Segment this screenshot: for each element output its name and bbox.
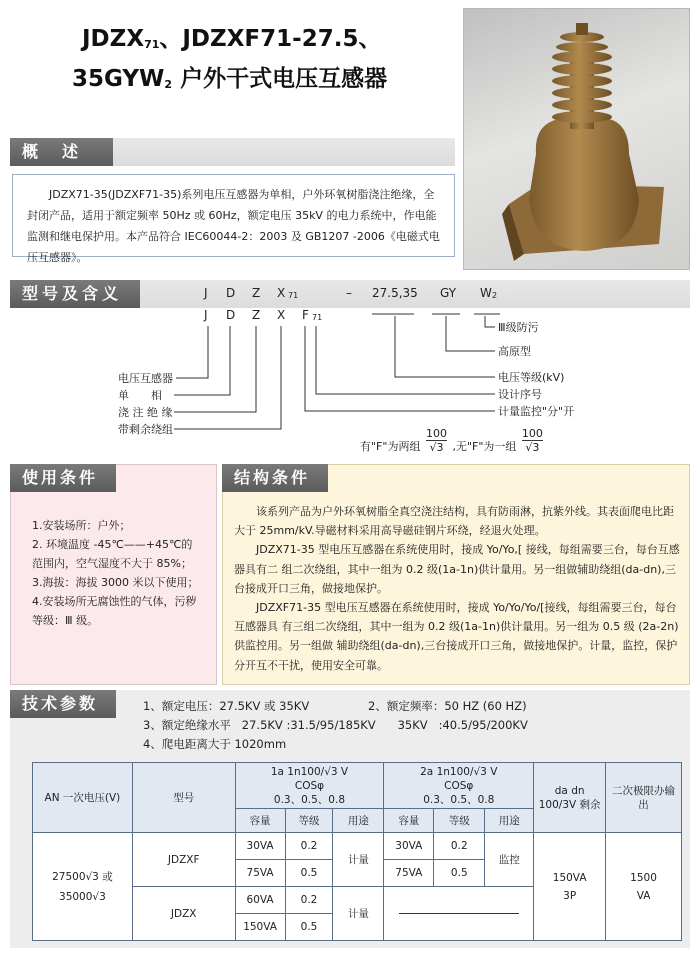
code-z-1: Z bbox=[252, 286, 261, 300]
usage-list bbox=[32, 516, 212, 630]
cell-primary-voltage-a: 27500√3 或 bbox=[52, 870, 113, 883]
param-insulation-level: 3、额定绝缘水平 27.5KV :31.5/95/185KV 35KV :40.5/95/200KV bbox=[143, 718, 528, 732]
structure-text bbox=[234, 502, 684, 675]
th-limit-output: 二次极限办输出 bbox=[606, 763, 682, 833]
th-residual-line-2: 100/3V 剩余 bbox=[538, 798, 601, 811]
param-rated-frequency: 2、额定频率：50 HZ (60 HZ) bbox=[368, 699, 527, 713]
th-grade-2: 等级 bbox=[434, 809, 485, 833]
cell-grade-a2: 0.5 bbox=[285, 860, 333, 887]
label-single-phase: 单 相 bbox=[118, 389, 162, 402]
label-voltage-class: 电压等级(kV) bbox=[498, 371, 565, 384]
code-dash: – bbox=[346, 286, 352, 300]
formula-one-group: ,无"F"为一组 bbox=[452, 440, 517, 453]
label-design-serial: 设计序号 bbox=[498, 388, 542, 401]
code-f-2: F bbox=[302, 308, 309, 322]
th-use-1: 用途 bbox=[333, 809, 384, 833]
empty-dash-line bbox=[399, 913, 519, 914]
cell-grade-b1: 0.2 bbox=[285, 887, 333, 914]
code-x-1: X bbox=[277, 286, 286, 300]
formula-two-groups: 有"F"为两组 bbox=[360, 440, 421, 453]
code-x-2: X bbox=[277, 308, 286, 322]
tech-line-1 bbox=[143, 697, 683, 716]
fraction-a-num: 100 bbox=[425, 427, 447, 440]
cell-residual-capacity: 150VA bbox=[552, 871, 587, 884]
code-d-1: D bbox=[226, 286, 236, 300]
model-diagram bbox=[0, 278, 700, 460]
fraction-b-den: √3 bbox=[525, 441, 540, 454]
formula-note bbox=[360, 428, 545, 456]
usage-item-4b: 等级：Ⅲ 级。 bbox=[32, 614, 99, 627]
overview-box bbox=[12, 174, 455, 264]
fraction-a bbox=[426, 428, 447, 454]
structure-paragraph-2: JDZX71-35 型电压互感器在系统使用时，接成 Yo/Yo,[ 接线，每组需要三台，每台互感器具有二 组二次绕组，其中一组为 0.2 级(1a-1n)供计量用。另一组做辅助绕组(da-dn),三台接成开口三角，做接地保护。 bbox=[234, 543, 680, 595]
cell-residual bbox=[534, 833, 606, 941]
code-gy: GY bbox=[440, 286, 457, 300]
code-71-2: 71 bbox=[312, 313, 323, 322]
cell-w2-cap-1: 30VA bbox=[384, 833, 434, 860]
structure-paragraph-1: 该系列产品为户外环氧树脂全真空浇注结构，具有防雨淋，抗紫外线。其表面爬电比距大于 25mm/kV.导磁材料采用高导磁硅钢片环绕，经退火处理。 bbox=[234, 505, 674, 538]
cell-residual-class: 3P bbox=[563, 889, 577, 902]
th-capacity-2: 容量 bbox=[384, 809, 434, 833]
cell-grade-a1: 0.2 bbox=[285, 833, 333, 860]
usage-item-2b: 范围内，空气湿度不大于 85%； bbox=[32, 557, 192, 570]
overview-text: JDZX71-35(JDZXF71-35)系列电压互感器为单相，户外环氧树脂浇注绝缘，全封闭产品，适用于额定频率 50Hz 或 60Hz，额定电压 35kV 的电力系统中，作电能监测和继电保护用。本产品符合 IEC60044-2：2003 及 GB1207 -2006《电磁式电压互感器》。 bbox=[27, 188, 440, 264]
th-grade-1: 等级 bbox=[285, 809, 333, 833]
fraction-b-num: 100 bbox=[521, 427, 543, 440]
cell-w2-cap-2: 75VA bbox=[384, 860, 434, 887]
cell-grade-b2: 0.5 bbox=[285, 914, 333, 941]
cell-w2-grade-1: 0.2 bbox=[434, 833, 485, 860]
th-residual-line-1: da dn bbox=[554, 784, 585, 797]
th-use-2: 用途 bbox=[485, 809, 534, 833]
cell-use-meter-b: 计量 bbox=[333, 887, 384, 941]
cell-primary-voltage bbox=[33, 833, 133, 941]
label-residual-winding: 带剩余绕组 bbox=[118, 423, 173, 436]
cell-model-jdzxf: JDZXF bbox=[132, 833, 235, 887]
cell-cap-b1: 60VA bbox=[235, 887, 285, 914]
cell-use-monitor: 监控 bbox=[485, 833, 534, 887]
title-line-2: $35GYW_2$ 户外干式电压互感器 bbox=[72, 66, 388, 92]
cell-primary-voltage-b: 35000√3 bbox=[59, 890, 106, 903]
cell-limit-output bbox=[606, 833, 682, 941]
code-j-1: J bbox=[204, 286, 208, 300]
cell-limit-value: 1500 bbox=[630, 871, 657, 884]
th-winding-1-rating: 1a 1n100/√3 V bbox=[270, 765, 349, 778]
code-j-2: J bbox=[204, 308, 208, 322]
cell-w2-empty bbox=[384, 887, 534, 941]
usage-item-3: 3.海拔：海拔 3000 米以下使用； bbox=[32, 576, 199, 589]
overview-header: 概述 bbox=[10, 138, 113, 166]
fraction-a-den: √3 bbox=[429, 441, 444, 454]
usage-header: 使用条件 bbox=[10, 464, 116, 492]
code-voltage: 27.5,35 bbox=[372, 286, 418, 300]
product-photo bbox=[463, 8, 690, 270]
model-connector-lines bbox=[0, 278, 700, 460]
structure-header: 结构条件 bbox=[222, 464, 328, 492]
th-winding-1-cos: COSφ bbox=[294, 779, 325, 792]
structure-paragraph-3: JDZXF71-35 型电压互感器在系统使用时，接成 Yo/Yo/Yo/[接线，每组需要三台，每台互感器具 有三组二次绕组，其中一组为 0.2 级(1a-1n)供计量用。另一组为 0.5 级 (2a-2n)供监控用。另一组做 辅助绕组(da-dn),三台接成开口三角，做接地保护。计量，监控，保护分开互不干扰，使用安全可靠。 bbox=[234, 601, 679, 672]
title-line-1: $JDZX_{71}$、JDZXF71-27.5、 bbox=[82, 26, 382, 52]
th-winding-1-cos-values: 0.3、0.5、0.8 bbox=[273, 793, 346, 806]
transformer-illustration bbox=[464, 9, 690, 270]
th-residual bbox=[534, 763, 606, 833]
th-winding-2 bbox=[384, 763, 534, 809]
code-w-sub: 2 bbox=[492, 291, 498, 300]
cell-cap-b2: 150VA bbox=[235, 914, 285, 941]
code-d-2: D bbox=[226, 308, 236, 322]
usage-item-2: 2. 环境温度 -45℃——+45℃的 bbox=[32, 538, 193, 551]
th-winding-2-cos: COSφ bbox=[444, 779, 474, 792]
cell-w2-grade-2: 0.5 bbox=[434, 860, 485, 887]
fraction-b bbox=[522, 428, 543, 454]
label-pollution-grade: Ⅲ级防污 bbox=[498, 321, 539, 334]
th-primary-voltage: AN 一次电压(V) bbox=[33, 763, 133, 833]
label-metering-monitoring: 计量监控"分"开 bbox=[498, 405, 575, 418]
spec-table bbox=[32, 762, 682, 941]
label-cast-insulation: 浇 注 绝 缘 bbox=[118, 406, 173, 419]
page-title bbox=[72, 22, 422, 102]
cell-cap-a2: 75VA bbox=[235, 860, 285, 887]
param-creepage: 4、爬电距离大于 1020mm bbox=[143, 737, 287, 751]
usage-item-1: 1.安装场所：户外； bbox=[32, 519, 131, 532]
label-voltage-transformer: 电压互感器 bbox=[118, 372, 173, 385]
code-z-2: Z bbox=[252, 308, 261, 322]
cell-limit-unit: VA bbox=[636, 889, 651, 902]
th-winding-2-rating: 2a 1n100/√3 V bbox=[420, 765, 498, 778]
tech-params bbox=[143, 697, 683, 754]
cell-cap-a1: 30VA bbox=[235, 833, 285, 860]
model-header: 型号及含义 bbox=[10, 280, 140, 308]
code-w: W bbox=[480, 286, 492, 300]
code-71-1: 71 bbox=[288, 291, 299, 300]
cell-model-jdzx: JDZX bbox=[132, 887, 235, 941]
th-model: 型号 bbox=[132, 763, 235, 833]
tech-header: 技术参数 bbox=[10, 690, 116, 718]
usage-item-4: 4.安装场所无腐蚀性的气体，污秽 bbox=[32, 595, 197, 608]
th-capacity-1: 容量 bbox=[235, 809, 285, 833]
param-rated-voltage: 1、额定电压：27.5KV 或 35KV bbox=[143, 699, 310, 713]
cell-use-meter-a: 计量 bbox=[333, 833, 384, 887]
th-winding-1 bbox=[235, 763, 384, 809]
th-winding-2-cos-values: 0.3、0.5、0.8 bbox=[423, 793, 495, 806]
label-plateau: 高原型 bbox=[498, 345, 531, 358]
